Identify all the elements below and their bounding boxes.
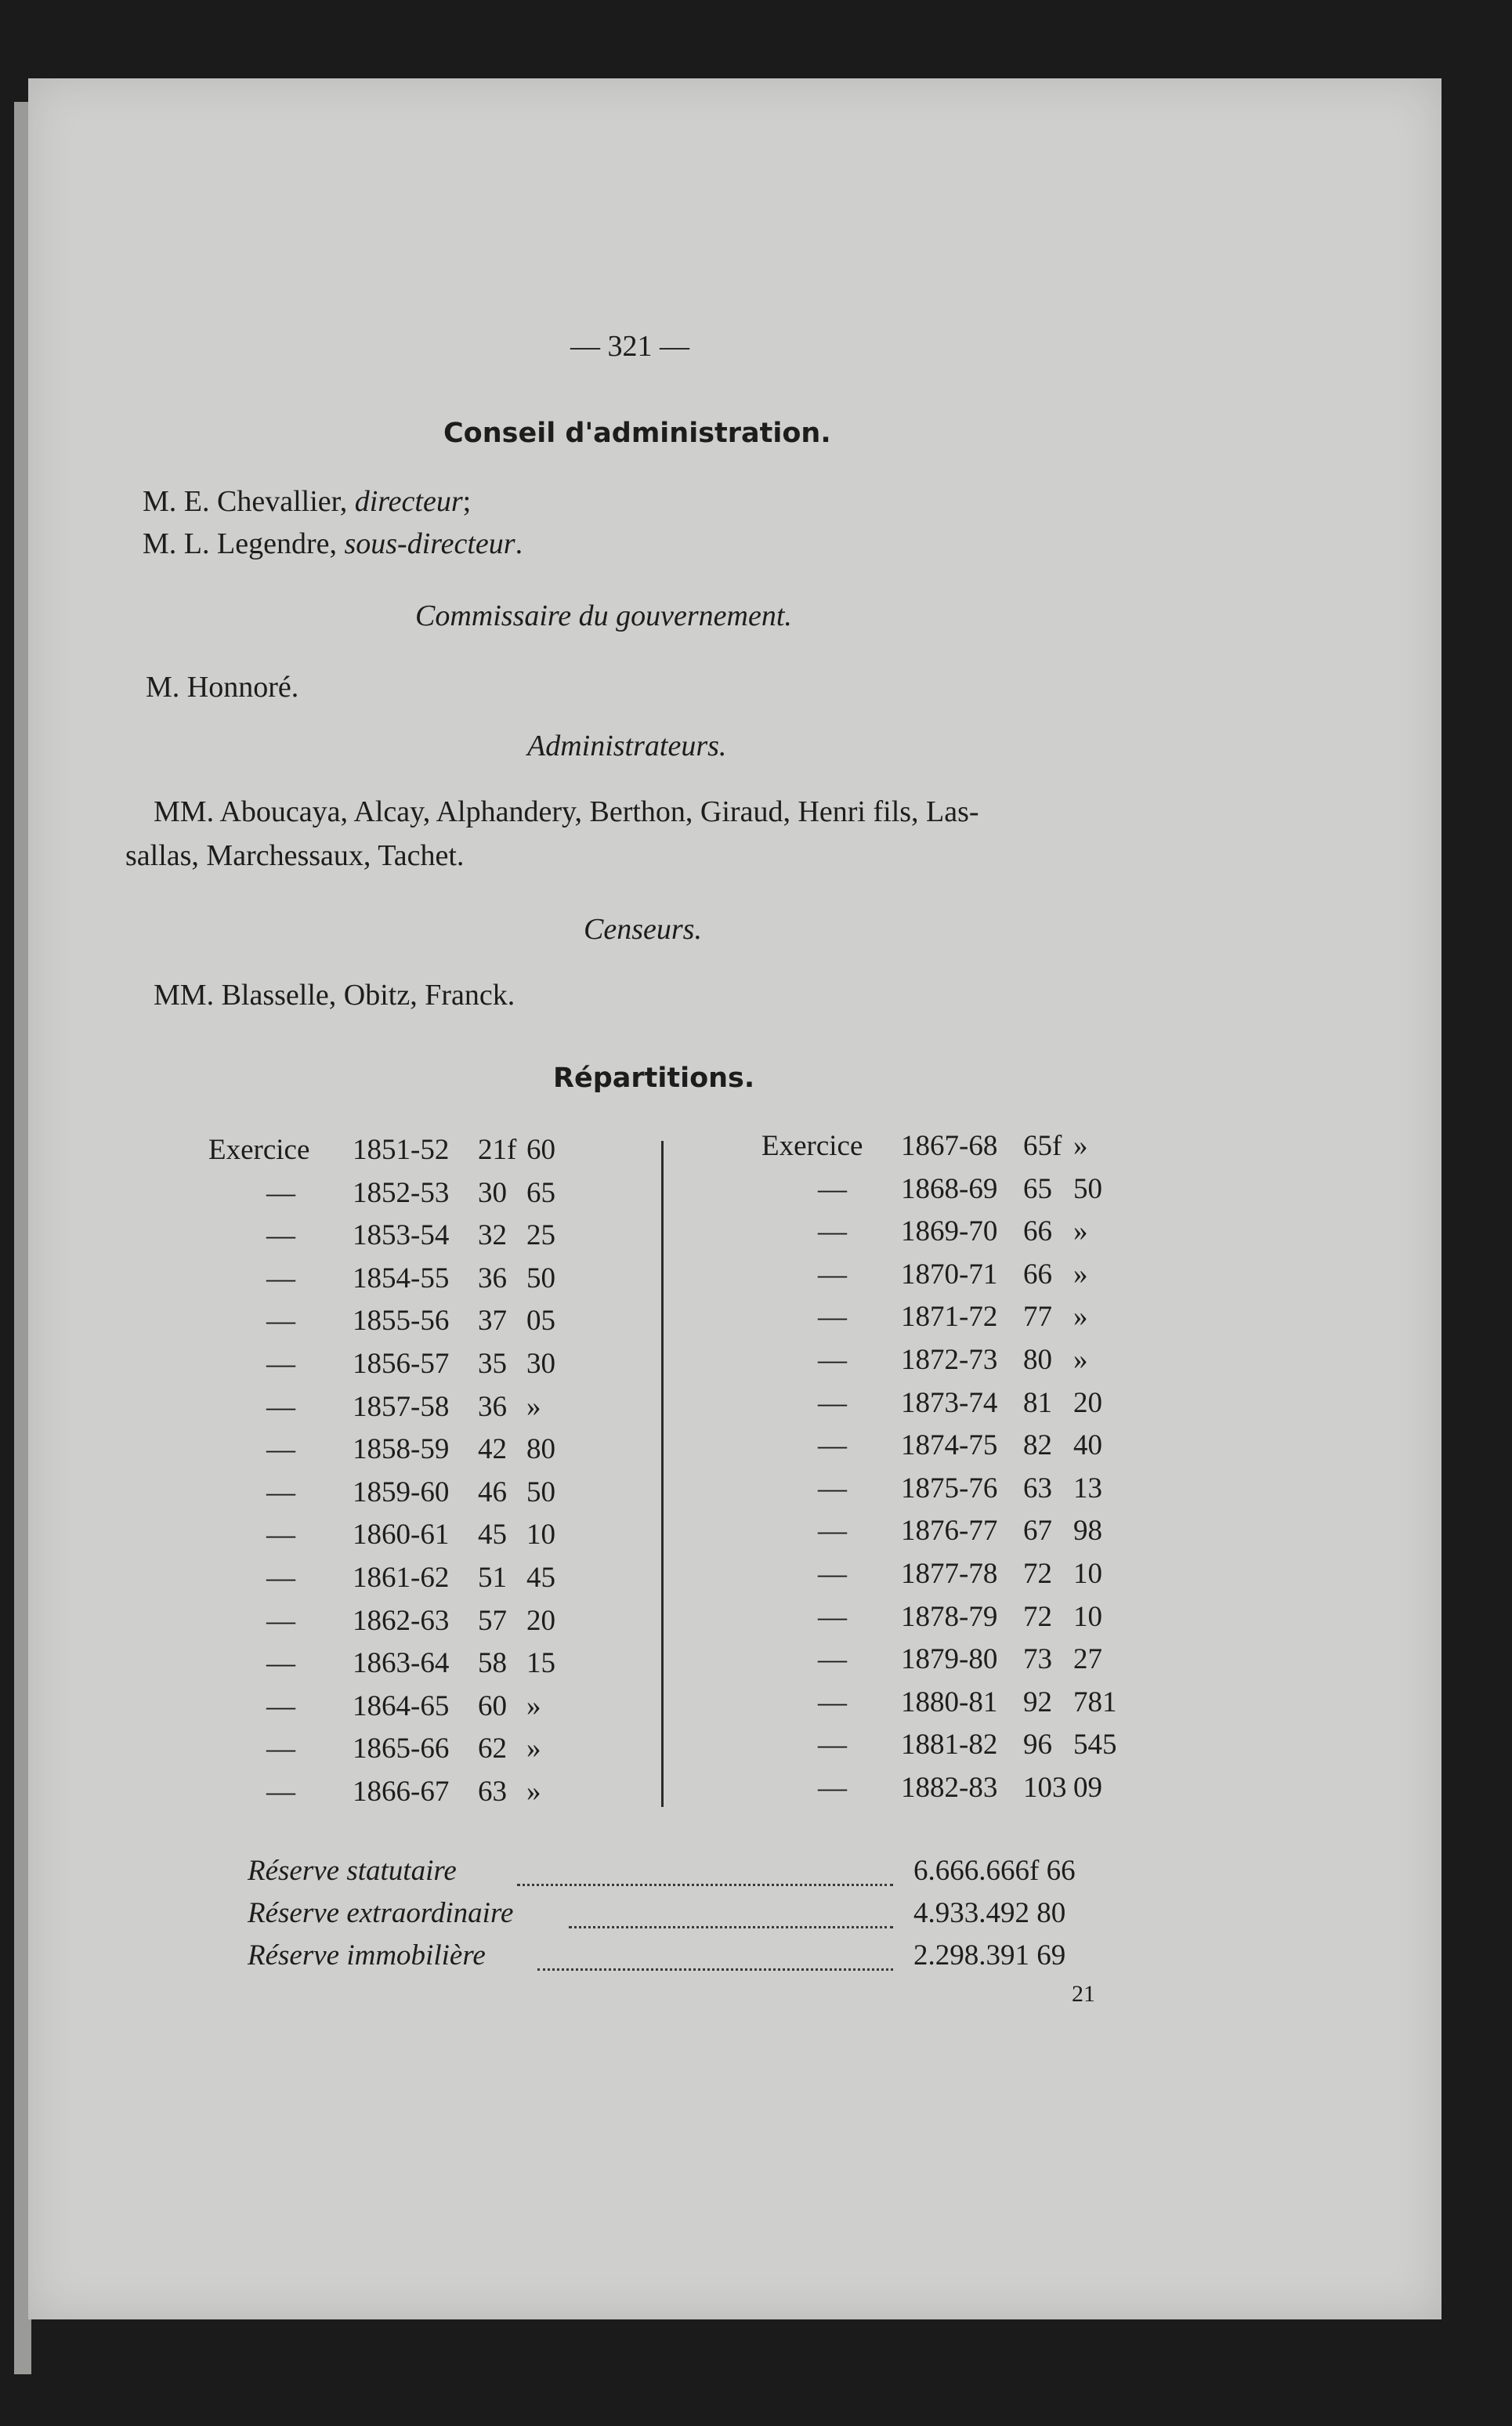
row-francs: 57: [478, 1604, 507, 1637]
row-francs: 66: [1023, 1258, 1052, 1291]
row-year: 1882-83: [901, 1772, 998, 1804]
reserve-value: 4.933.492 80: [913, 1897, 1066, 1929]
row-year: 1857-58: [353, 1390, 450, 1423]
row-centimes: 50: [1073, 1172, 1102, 1205]
row-francs: 42: [478, 1433, 507, 1466]
row-francs: 65f: [1023, 1130, 1062, 1162]
row-centimes: »: [526, 1733, 541, 1765]
row-label: —: [266, 1476, 295, 1508]
row-francs: 35: [478, 1348, 507, 1380]
row-label: —: [818, 1600, 847, 1633]
row-francs: 51: [478, 1562, 507, 1594]
dot-leader: [537, 1945, 893, 1971]
row-label: —: [818, 1472, 847, 1504]
row-centimes: 50: [526, 1476, 555, 1508]
row-year: 1862-63: [353, 1604, 450, 1637]
administrateurs-line-1: MM. Aboucaya, Alcay, Alphandery, Berthon, Giraud, Henri fils, Las-: [154, 795, 979, 828]
row-francs: 32: [478, 1219, 507, 1252]
row-year: 1873-74: [901, 1386, 998, 1419]
row-francs: 36: [478, 1262, 507, 1294]
row-label: Exercice: [208, 1134, 310, 1166]
dot-leader: [517, 1860, 893, 1886]
row-year: 1868-69: [901, 1172, 998, 1205]
person-role: directeur: [354, 485, 463, 518]
row-centimes: »: [1073, 1301, 1088, 1334]
conseil-line-sous-directeur: [143, 527, 523, 561]
row-francs: 63: [1023, 1472, 1052, 1504]
row-centimes: 781: [1073, 1686, 1117, 1718]
section-title-administrateurs: Administrateurs.: [527, 730, 727, 762]
row-centimes: 30: [526, 1348, 555, 1380]
row-label: —: [266, 1562, 295, 1594]
repartition-row: [0, 1428, 1512, 1465]
row-label: —: [818, 1558, 847, 1590]
row-francs: 63: [478, 1776, 507, 1808]
row-year: 1871-72: [901, 1301, 998, 1334]
row-centimes: 05: [526, 1305, 555, 1338]
row-label: —: [266, 1689, 295, 1722]
row-francs: 81: [1023, 1386, 1052, 1419]
reserve-value: 2.298.391 69: [913, 1939, 1066, 1972]
repartition-row: [0, 1172, 1512, 1208]
row-centimes: 50: [526, 1262, 555, 1294]
row-label: —: [266, 1348, 295, 1380]
repartition-row: [0, 1686, 1512, 1722]
row-francs: 66: [1023, 1215, 1052, 1248]
row-francs: 103: [1023, 1772, 1067, 1804]
repartition-row: [0, 1600, 1512, 1636]
row-year: 1879-80: [901, 1643, 998, 1676]
row-label: —: [818, 1172, 847, 1205]
row-year: 1878-79: [901, 1600, 998, 1633]
row-centimes: »: [1073, 1258, 1088, 1291]
row-francs: 73: [1023, 1643, 1052, 1676]
row-year: 1874-75: [901, 1429, 998, 1462]
row-centimes: 545: [1073, 1729, 1117, 1762]
reserve-row: [248, 1854, 1101, 1890]
commissaire-name: M. Honnoré.: [146, 671, 299, 704]
punctuation: ;: [462, 485, 472, 518]
row-centimes: 80: [526, 1433, 555, 1466]
row-francs: 72: [1023, 1600, 1052, 1633]
row-year: 1854-55: [353, 1262, 450, 1294]
row-centimes: »: [526, 1776, 541, 1808]
row-label: —: [818, 1686, 847, 1718]
row-label: —: [266, 1519, 295, 1552]
row-francs: 92: [1023, 1686, 1052, 1718]
row-year: 1851-52: [353, 1134, 450, 1166]
row-year: 1856-57: [353, 1348, 450, 1380]
row-francs: 21f: [478, 1134, 517, 1166]
reserve-value: 6.666.666f 66: [913, 1855, 1076, 1887]
row-centimes: 65: [526, 1176, 555, 1209]
row-francs: 60: [478, 1689, 507, 1722]
row-francs: 45: [478, 1519, 507, 1552]
repartition-row: [0, 1129, 1512, 1165]
row-francs: 30: [478, 1176, 507, 1209]
row-francs: 36: [478, 1390, 507, 1423]
row-year: 1867-68: [901, 1130, 998, 1162]
row-label: —: [818, 1515, 847, 1548]
row-francs: 67: [1023, 1515, 1052, 1548]
row-year: 1860-61: [353, 1519, 450, 1552]
row-year: 1863-64: [353, 1647, 450, 1680]
person-name: M. E. Chevallier,: [143, 485, 355, 518]
row-francs: 82: [1023, 1429, 1052, 1462]
row-year: 1859-60: [353, 1476, 450, 1508]
row-label: —: [266, 1305, 295, 1338]
row-francs: 46: [478, 1476, 507, 1508]
row-centimes: 40: [1073, 1429, 1102, 1462]
row-centimes: »: [526, 1390, 541, 1423]
row-label: —: [818, 1643, 847, 1676]
dot-leader: [569, 1903, 893, 1928]
row-label: —: [818, 1215, 847, 1248]
repartition-row: [0, 1557, 1512, 1593]
row-label: —: [818, 1301, 847, 1334]
row-year: 1881-82: [901, 1729, 998, 1762]
row-centimes: 09: [1073, 1772, 1102, 1804]
repartition-row: [0, 1642, 1512, 1678]
row-centimes: »: [1073, 1215, 1088, 1248]
reserve-label: Réserve extraordinaire: [248, 1897, 514, 1929]
row-year: 1875-76: [901, 1472, 998, 1504]
row-label: —: [266, 1733, 295, 1765]
row-label: —: [818, 1729, 847, 1762]
conseil-line-directeur: [143, 484, 471, 519]
person-role: sous-directeur: [344, 527, 515, 560]
row-centimes: 25: [526, 1219, 555, 1252]
page-number: — 321 —: [570, 330, 689, 363]
row-label: —: [266, 1604, 295, 1637]
row-centimes: 45: [526, 1562, 555, 1594]
row-year: 1855-56: [353, 1305, 450, 1338]
row-label: —: [266, 1219, 295, 1252]
row-label: —: [818, 1386, 847, 1419]
row-centimes: 60: [526, 1134, 555, 1166]
repartition-row: [0, 1728, 1512, 1764]
administrateurs-line-2: sallas, Marchessaux, Tachet.: [125, 839, 465, 872]
row-label: —: [266, 1647, 295, 1680]
row-year: 1877-78: [901, 1558, 998, 1590]
reserve-label: Réserve statutaire: [248, 1855, 457, 1887]
row-francs: 58: [478, 1647, 507, 1680]
row-centimes: 13: [1073, 1472, 1102, 1504]
section-title-conseil: Conseil d'administration.: [443, 418, 831, 449]
punctuation: .: [515, 527, 523, 560]
section-title-censeurs: Censeurs.: [584, 913, 702, 946]
section-title-commissaire: Commissaire du gouvernement.: [415, 599, 792, 632]
repartition-row: [0, 1472, 1512, 1508]
row-francs: 37: [478, 1305, 507, 1338]
row-year: 1872-73: [901, 1344, 998, 1376]
row-label: —: [818, 1429, 847, 1462]
row-label: —: [266, 1433, 295, 1466]
row-centimes: 20: [526, 1604, 555, 1637]
row-francs: 72: [1023, 1558, 1052, 1590]
row-label: —: [266, 1262, 295, 1294]
reserve-label: Réserve immobilière: [248, 1939, 486, 1972]
row-centimes: 10: [1073, 1558, 1102, 1590]
person-name: M. L. Legendre,: [143, 527, 345, 560]
repartition-row: [0, 1258, 1512, 1294]
row-francs: 96: [1023, 1729, 1052, 1762]
row-label: —: [266, 1390, 295, 1423]
reserve-row: [248, 1896, 1101, 1932]
row-francs: 77: [1023, 1301, 1052, 1334]
row-centimes: 10: [526, 1519, 555, 1552]
signature-mark: 21: [1072, 1981, 1095, 2007]
row-year: 1853-54: [353, 1219, 450, 1252]
row-year: 1861-62: [353, 1562, 450, 1594]
repartition-row: [0, 1300, 1512, 1336]
row-year: 1858-59: [353, 1433, 450, 1466]
repartition-row: [0, 1771, 1512, 1807]
row-centimes: »: [1073, 1130, 1088, 1162]
row-centimes: 15: [526, 1647, 555, 1680]
row-label: —: [266, 1176, 295, 1209]
row-year: 1869-70: [901, 1215, 998, 1248]
row-year: 1864-65: [353, 1689, 450, 1722]
row-label: —: [818, 1344, 847, 1376]
row-centimes: 98: [1073, 1515, 1102, 1548]
row-centimes: »: [526, 1689, 541, 1722]
row-centimes: »: [1073, 1344, 1088, 1376]
repartition-row: [0, 1343, 1512, 1379]
section-title-repartitions: Répartitions.: [553, 1063, 755, 1094]
row-year: 1866-67: [353, 1776, 450, 1808]
row-year: 1852-53: [353, 1176, 450, 1209]
row-label: —: [818, 1772, 847, 1804]
row-label: —: [818, 1258, 847, 1291]
row-year: 1876-77: [901, 1515, 998, 1548]
row-label: Exercice: [761, 1130, 863, 1162]
row-year: 1880-81: [901, 1686, 998, 1718]
reserve-row: [248, 1939, 1101, 1975]
row-francs: 62: [478, 1733, 507, 1765]
row-centimes: 27: [1073, 1643, 1102, 1676]
row-year: 1865-66: [353, 1733, 450, 1765]
censeurs-names: MM. Blasselle, Obitz, Franck.: [154, 979, 515, 1012]
row-year: 1870-71: [901, 1258, 998, 1291]
row-francs: 80: [1023, 1344, 1052, 1376]
row-centimes: 10: [1073, 1600, 1102, 1633]
repartition-row: [0, 1215, 1512, 1251]
repartition-row: [0, 1386, 1512, 1422]
row-label: —: [266, 1776, 295, 1808]
repartition-row: [0, 1514, 1512, 1550]
row-centimes: 20: [1073, 1386, 1102, 1419]
row-francs: 65: [1023, 1172, 1052, 1205]
